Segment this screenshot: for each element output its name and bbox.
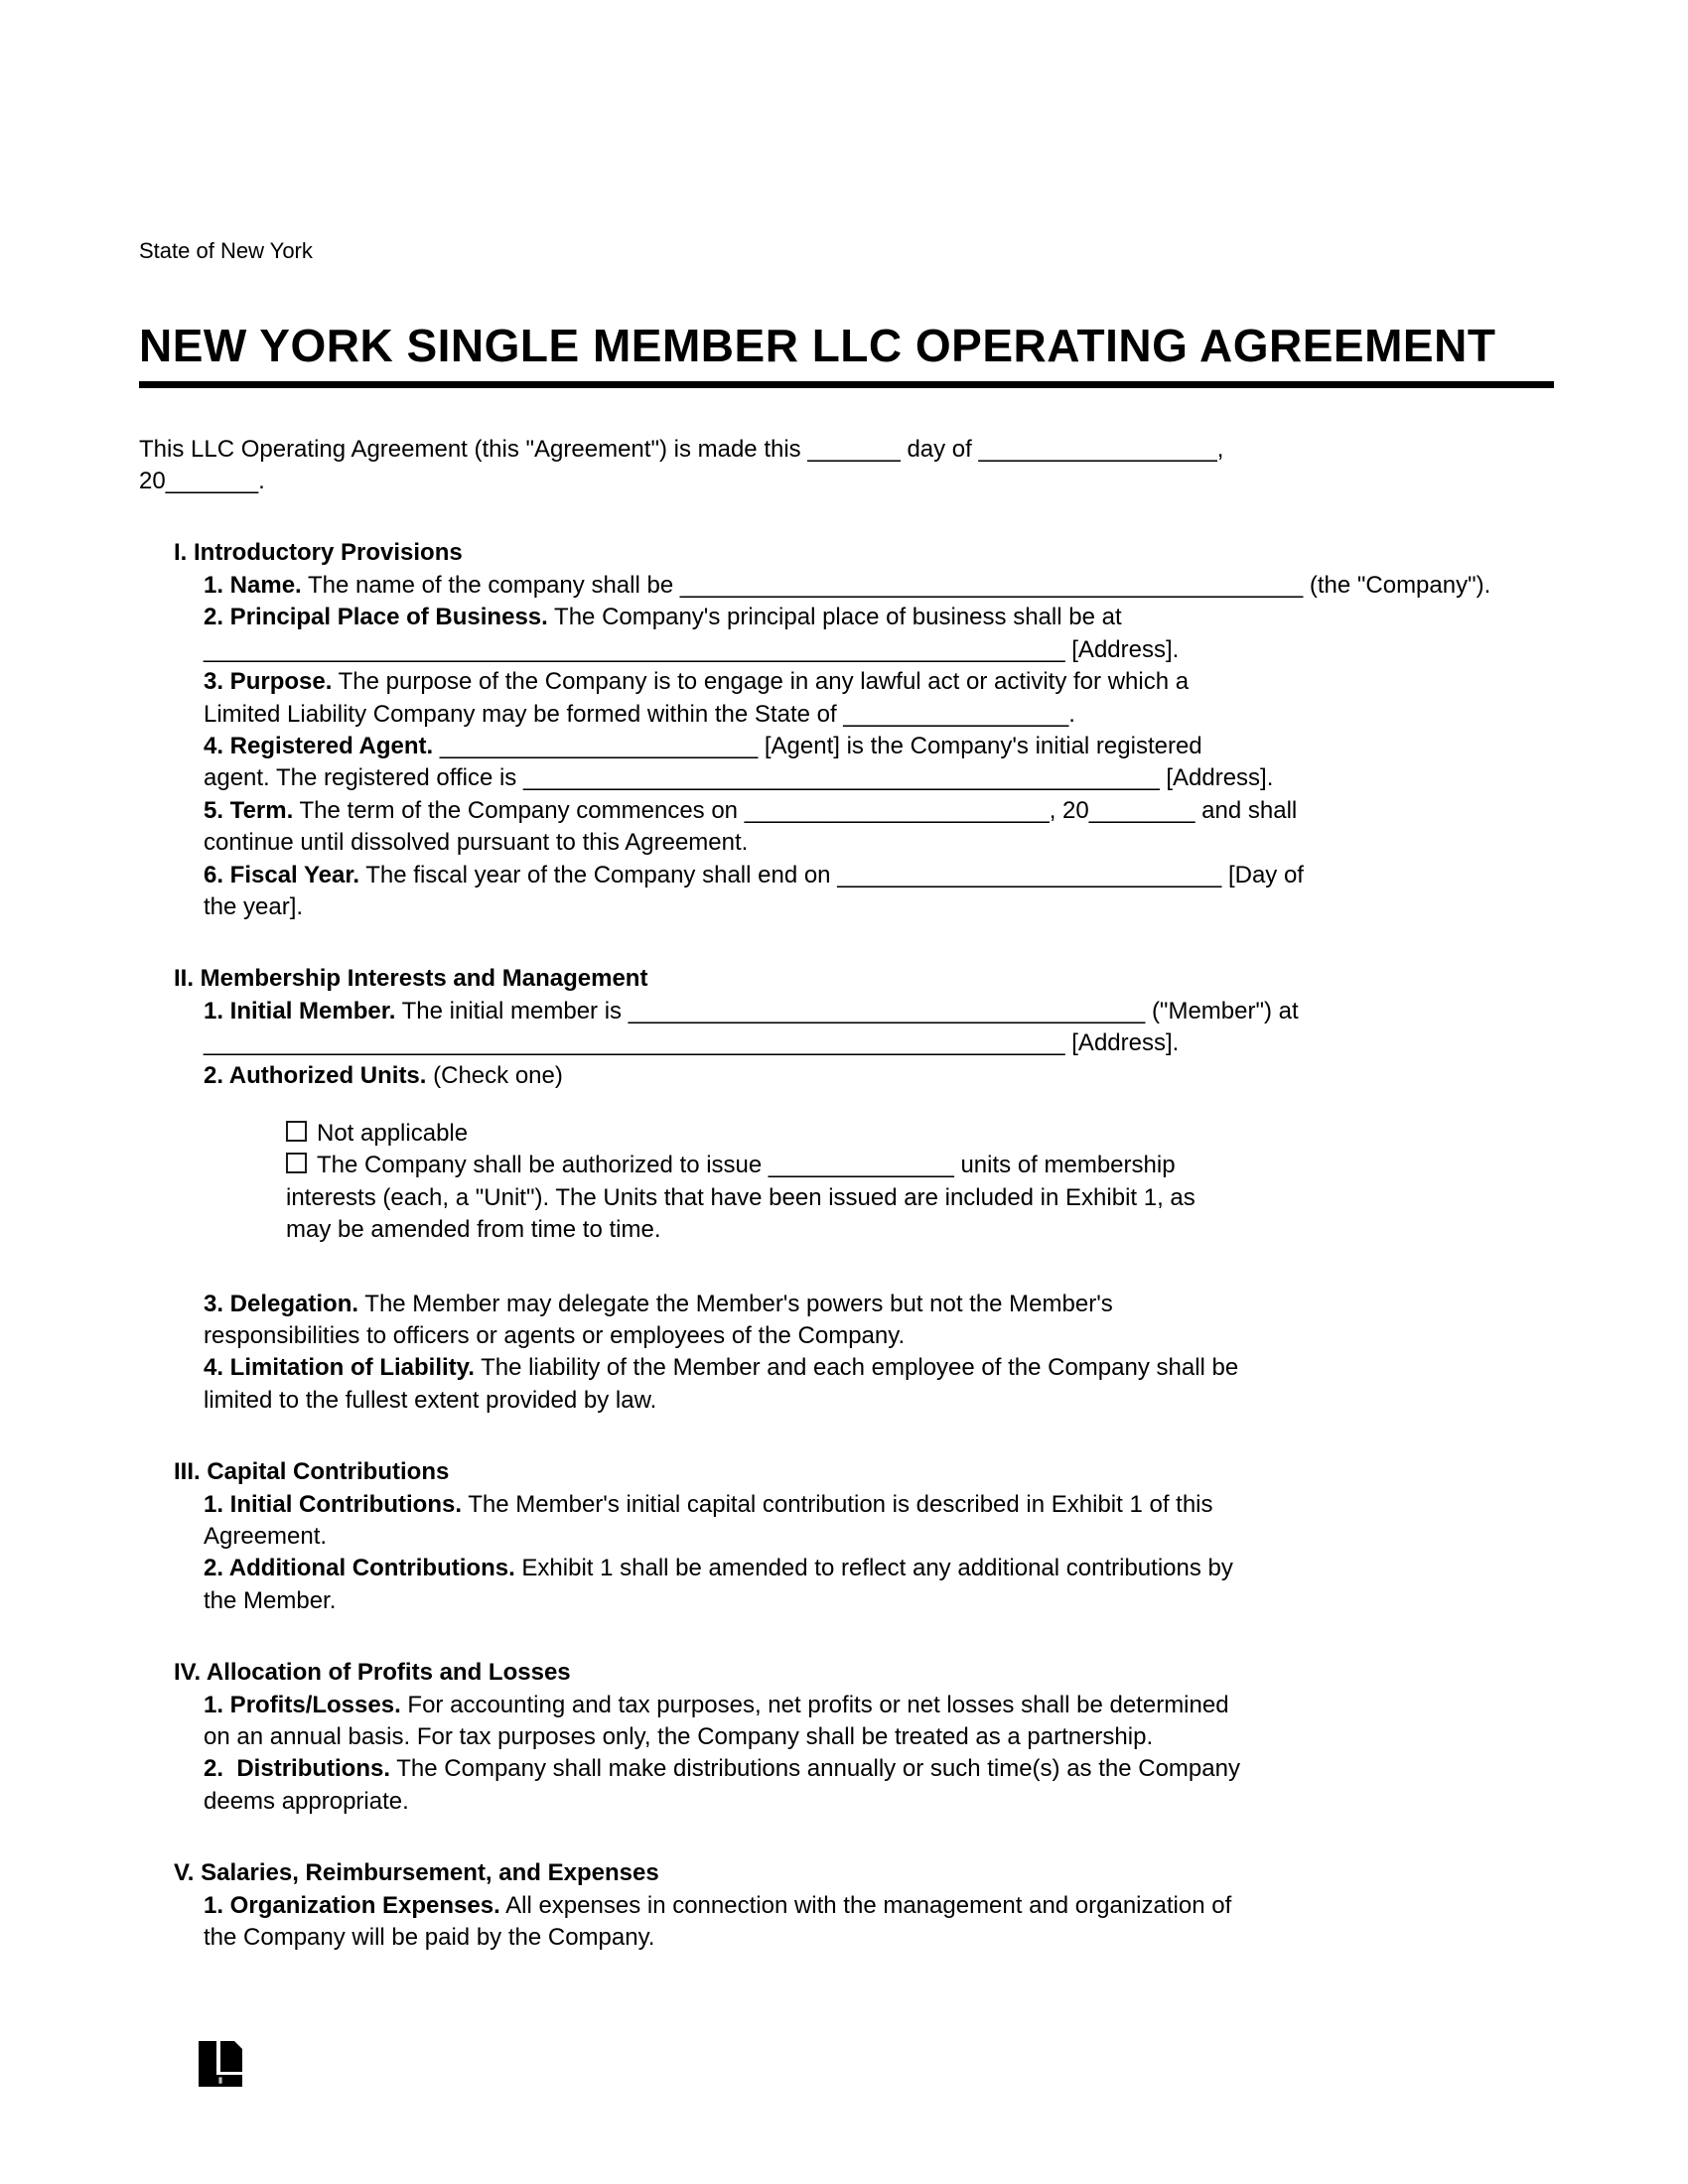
section — [139, 1657, 1554, 1818]
checkbox-icon[interactable] — [286, 1153, 307, 1173]
clause-label: 3. Delegation. — [204, 1290, 359, 1317]
clause-label: 1. Initial Member. — [204, 997, 396, 1024]
document-sections — [139, 537, 1554, 1954]
clause — [204, 731, 1554, 795]
clause-text-line: The Company's principal place of business shall be at — [554, 604, 1122, 631]
clause — [204, 1489, 1554, 1554]
clause — [204, 1753, 1554, 1818]
section-heading: III. Capital Contributions — [174, 1458, 450, 1486]
clause-label: 3. Purpose. — [204, 668, 333, 696]
clause-text-line: The Member's initial capital contribution is described in Exhibit 1 of this — [468, 1490, 1213, 1518]
checkbox-option — [286, 1118, 1554, 1150]
clause-text-line: deems appropriate. — [204, 1787, 409, 1815]
clause-label: 1. Name. — [204, 571, 302, 599]
clause-text-line: Not applicable — [317, 1119, 469, 1147]
clause — [204, 795, 1554, 860]
clause — [204, 860, 1554, 924]
section — [139, 963, 1554, 1417]
clause — [204, 1352, 1554, 1417]
clause — [204, 1890, 1554, 1955]
section — [139, 1456, 1554, 1617]
clause-text-line: The term of the Company commences on _______________________, 20________ and shall — [299, 796, 1298, 824]
clause — [204, 1289, 1554, 1353]
clause-text-line: The Company shall make distributions annually or such time(s) as the Company — [396, 1755, 1240, 1783]
clause-text-line: responsibilities to officers or agents or employees of the Company. — [204, 1322, 906, 1350]
clause-text-line: The Member may delegate the Member's powers but not the Member's — [364, 1290, 1113, 1317]
clause-text-line: agent. The registered office is ________________________________________________ [Address]. — [204, 764, 1274, 792]
clause-label: 4. Registered Agent. — [204, 732, 434, 759]
clause-text-line: Limited Liability Company may be formed within the State of _________________. — [204, 700, 1075, 728]
clause-label: 2. Principal Place of Business. — [204, 604, 548, 631]
clause-label: 6. Fiscal Year. — [204, 861, 360, 888]
clause-text-line: (Check one) — [433, 1061, 563, 1089]
section — [139, 537, 1554, 923]
clause-text-line: ________________________ [Agent] is the Company's initial registered — [439, 732, 1202, 759]
clause — [204, 1690, 1554, 1754]
clause — [204, 1060, 1554, 1092]
clause-text-line: the Member. — [204, 1586, 337, 1614]
clause-text-line: The Company shall be authorized to issue ______________ units of membership — [317, 1152, 1176, 1179]
document-title: NEW YORK SINGLE MEMBER LLC OPERATING AGREEMENT — [139, 322, 1554, 388]
section-heading: IV. Allocation of Profits and Losses — [174, 1659, 571, 1687]
clause-text-line: may be amended from time to time. — [286, 1216, 661, 1244]
clause-text-line: continue until dissolved pursuant to this Agreement. — [204, 829, 749, 857]
section-heading: V. Salaries, Reimbursement, and Expenses — [174, 1859, 659, 1887]
clause-label: 2. Additional Contributions. — [204, 1555, 515, 1582]
clause-text-line: All expenses in connection with the management and organization of — [505, 1891, 1232, 1919]
clause-label: 1. Initial Contributions. — [204, 1490, 462, 1518]
clause-text-line: The fiscal year of the Company shall end on _____________________________ [Day of — [365, 861, 1304, 888]
section-heading: II. Membership Interests and Management — [174, 965, 648, 993]
clause-text-line: the year]. — [204, 892, 304, 920]
checkbox-icon[interactable] — [286, 1121, 307, 1142]
clause-text-line: _________________________________________________________________ [Address]. — [204, 635, 1180, 663]
clause — [204, 1553, 1554, 1617]
clause-text-line: The name of the company shall be _______________________________________________ (the "Company"). — [307, 571, 1491, 599]
clause-text-line: the Company will be paid by the Company. — [204, 1924, 655, 1952]
clause-text-line: limited to the fullest extent provided by law. — [204, 1386, 657, 1414]
clause-text-line: The purpose of the Company is to engage in any lawful act or activity for which a — [338, 668, 1190, 696]
clause-text-line: interests (each, a "Unit"). The Units that have been issued are included in Exhibit 1, as — [286, 1183, 1196, 1211]
clause-text-line: For accounting and tax purposes, net profits or net losses shall be determined — [407, 1691, 1229, 1718]
clause — [204, 602, 1554, 666]
legal-templates-logo — [199, 2041, 246, 2087]
clause-text-line: _________________________________________________________________ [Address]. — [204, 1029, 1180, 1057]
checkbox-option — [286, 1150, 1554, 1246]
intro-paragraph — [139, 434, 1554, 498]
intro-line-1: This LLC Operating Agreement (this "Agreement") is made this _______ day of __________________, — [139, 435, 1224, 463]
clause-label: 2. Authorized Units. — [204, 1061, 427, 1089]
clause-text-line: Agreement. — [204, 1523, 328, 1551]
section — [139, 1857, 1554, 1954]
clause — [204, 570, 1554, 602]
section-heading: I. Introductory Provisions — [174, 539, 463, 567]
clause-text-line: on an annual basis. For tax purposes only, the Company shall be treated as a partnership. — [204, 1723, 1154, 1751]
clause-label: 5. Term. — [204, 796, 294, 824]
clause-text-line: The initial member is _______________________________________ ("Member") at — [401, 997, 1299, 1024]
clause-text-line: Exhibit 1 shall be amended to reflect any additional contributions by — [521, 1555, 1233, 1582]
clause-label: 2. Distributions. — [204, 1755, 391, 1783]
clause-text-line: The liability of the Member and each employee of the Company shall be — [481, 1354, 1239, 1382]
clause — [204, 996, 1554, 1060]
clause-label: 4. Limitation of Liability. — [204, 1354, 475, 1382]
intro-line-2: 20_______. — [139, 468, 265, 495]
clause — [204, 666, 1554, 731]
clause-label: 1. Organization Expenses. — [204, 1891, 500, 1919]
clause-label: 1. Profits/Losses. — [204, 1691, 401, 1718]
state-line: State of New York — [139, 238, 313, 263]
checkbox-group — [286, 1118, 1554, 1247]
